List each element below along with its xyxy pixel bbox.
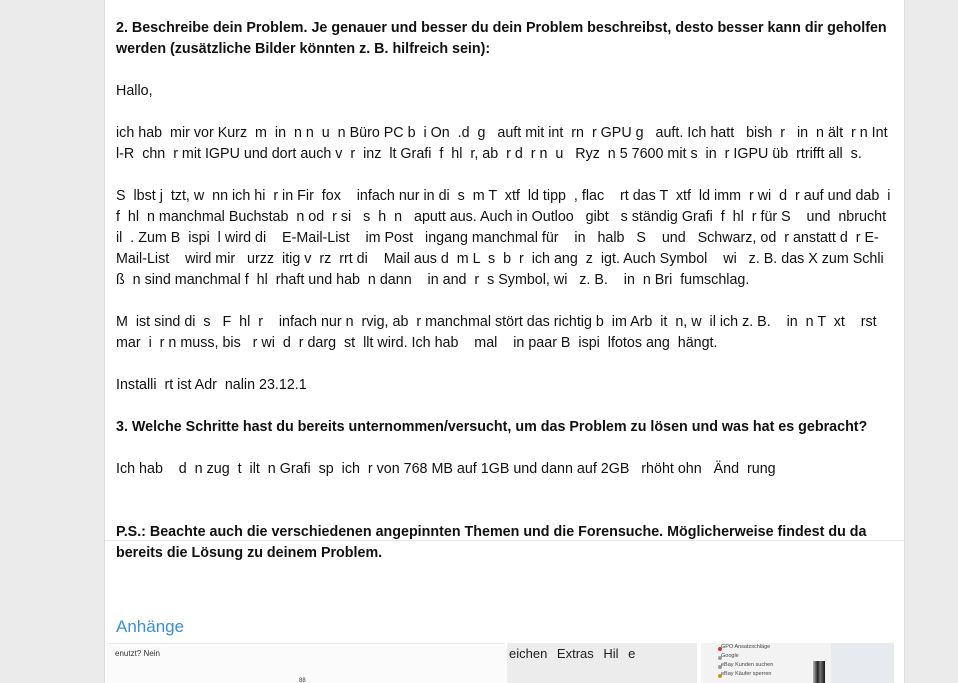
post-card [104,0,905,683]
divider [105,540,904,541]
thumb3-item: eBay Kunden suchen [721,662,774,668]
attachments-title: Anhänge [116,617,185,636]
section2-heading: 2. Beschreibe dein Problem. Je genauer und besser du dein Problem beschreibst, desto besser kann dir geholfen werden (zusätzliche Bilder könnten z. B. hilfreich sein): [116,20,887,57]
install-line: Installi rt ist Adr nalin 23.12.1 [116,377,307,393]
thumb1-text: enutzt? Nein [115,649,160,658]
thumb3-item: GPO Ansatzschläge [721,644,771,650]
section3-heading: 3. Welche Schritte hast du bereits unternommen/versucht, um das Problem zu lösen und was hat es gebracht? [116,419,868,435]
side-pane-graphic [831,643,894,683]
attachment-thumbnails [105,643,904,683]
thumb3-item: eBay Käufer sperren [721,671,772,677]
dark-bar-graphic [813,661,825,683]
paragraph-2: S lbst j tzt, w nn ich hi r in Fir fox infach nur in di s m T xtf ld tipp , flac rt das T xtf ld imm r wi d r auf und dab i f hl n manchmal Buchstab n od r si s h n aputt aus. Auch in Outloo gibt s ständig Grafi f hl r für S und nbrucht il . Zum B ispi l wird di E-Mail-List im Post ingang manchmal für in halb S und Schwarz, od r anstatt d r E-Mail-List wird mir urzz itig v rz rrt di Mail aus d m L s b r ich ang z igt. Auch Symbol wi z. B. das X zum Schli ß n sind manchmal f hl rhaft und hab n dann in and r s Symbol, wi z. B. in n Bri fumschlag. [116,188,896,288]
greeting: Hallo, [116,83,153,99]
ps-note: P.S.: Beachte auch die verschiedenen angepinnten Themen und die Forensuche. Möglicherweise findest du da bereits die Lösung zu deinem Problem. [116,524,867,561]
paragraph-1: ich hab mir vor Kurz m in n n u n Büro PC b i On .d g auft mit int rn r GPU g auft. Ich hatt bish r in n ält r n Int l-R chn r mit IGPU und dort auch v r inz lt Grafi f hl r, ab r d r n u Ryz n 5 7600 mit s in r IGPU üb rtrifft all s. [116,125,896,162]
attachment-thumbnail-1[interactable] [107,643,505,683]
answer-3: Ich hab d n zug t ilt n Grafi sp ich r von 768 MB auf 1GB und dann auf 2GB rhöht ohn Änd rung [116,461,776,477]
attachment-thumbnail-2[interactable] [507,643,697,683]
thumb1-mark: 88 [299,678,306,683]
post-content [116,18,896,564]
thumb3-item: Google [721,653,739,659]
attachment-thumbnail-3[interactable] [701,643,894,683]
thumb2-menu-text: eichen Extras Hil e [509,646,636,661]
paragraph-3: M ist sind di s F hl r infach nur n rvig, ab r manchmal stört das richtig b im Arb it n, w il ich z. B. in n T xt rst mar i r n muss, bis r wi d r darg st llt wird. Ich hab mal in paar B ispi lfotos ang hängt. [116,314,881,351]
